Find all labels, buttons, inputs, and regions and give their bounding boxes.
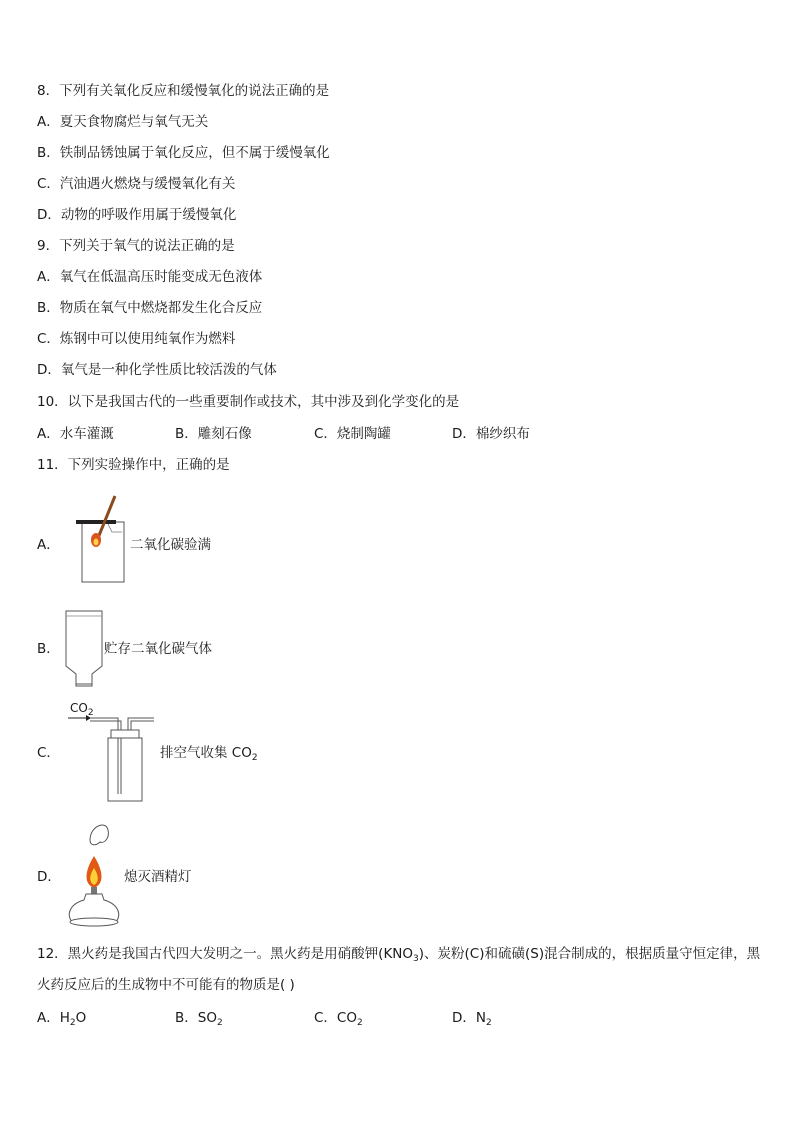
- q10-options: [37, 425, 757, 443]
- q11-option-b-letter: B．: [37, 641, 60, 657]
- q8-option-c: C．汽油遇火燃烧与缓慢氧化有关: [37, 176, 236, 192]
- inverted-gas-bottle-figure: [62, 608, 106, 692]
- q11-option-d-letter: D．: [37, 869, 61, 885]
- q9-option-c: C．炼钢中可以使用纯氧作为燃料: [37, 331, 236, 347]
- q11-stem: 11．下列实验操作中，正确的是: [37, 457, 230, 473]
- q11-option-a-caption: 二氧化碳验满: [130, 537, 211, 553]
- q9-option-b: B．物质在氧气中燃烧都发生化合反应: [37, 300, 263, 316]
- gas-collection-bottle-figure: [66, 712, 158, 804]
- q8-option-a: A．夏天食物腐烂与氧气无关: [37, 114, 209, 130]
- q11-option-c-arrow-label: $CO_2$: [70, 701, 94, 718]
- q8-stem: 8．下列有关氧化反应和缓慢氧化的说法正确的是: [37, 83, 330, 99]
- q8-option-d: D．动物的呼吸作用属于缓慢氧化: [37, 207, 237, 223]
- q11-option-a-letter: A．: [37, 537, 60, 553]
- q11-option-c-letter: C．: [37, 745, 60, 761]
- q10-option-d: D．棉纱织布: [452, 426, 530, 442]
- co2-full-check-figure: [72, 492, 130, 586]
- q12-option-d: D．$N_2$: [452, 1010, 492, 1028]
- q11-option-b-caption: 贮存二氧化碳气体: [104, 641, 212, 657]
- q10-option-c: C．烧制陶罐: [314, 426, 391, 442]
- q10-option-a: A．水车灌溉: [37, 426, 114, 442]
- alcohol-lamp-figure: [64, 818, 124, 932]
- q12-option-a: A．$H_2O$: [37, 1010, 87, 1028]
- q10-option-b: B．雕刻石像: [175, 426, 252, 442]
- q9-option-a: A．氧气在低温高压时能变成无色液体: [37, 269, 263, 285]
- q11-option-d-caption: 熄灭酒精灯: [124, 869, 192, 885]
- q12-stem: 12．黑火药是我国古代四大发明之一。黑火药是用硝酸钾$(KNO_3)$、炭粉(C)和硫磺(S)混合制成的，根据质量守恒定律，黑火药反应后的生成物中不可能有的物质是( ): [37, 946, 761, 993]
- q12-options: [37, 1009, 757, 1027]
- q10-stem: 10．以下是我国古代的一些重要制作或技术，其中涉及到化学变化的是: [37, 394, 460, 410]
- q11-option-c-caption: 排空气收集 $CO_2$: [160, 745, 258, 763]
- q12-option-c: C．$CO_2$: [314, 1010, 363, 1028]
- q9-stem: 9．下列关于氧气的说法正确的是: [37, 238, 235, 254]
- q9-option-d: D．氧气是一种化学性质比较活泼的气体: [37, 362, 277, 378]
- q12-option-b: B．$SO_2$: [175, 1010, 223, 1028]
- q8-option-b: B．铁制品锈蚀属于氧化反应，但不属于缓慢氧化: [37, 145, 330, 161]
